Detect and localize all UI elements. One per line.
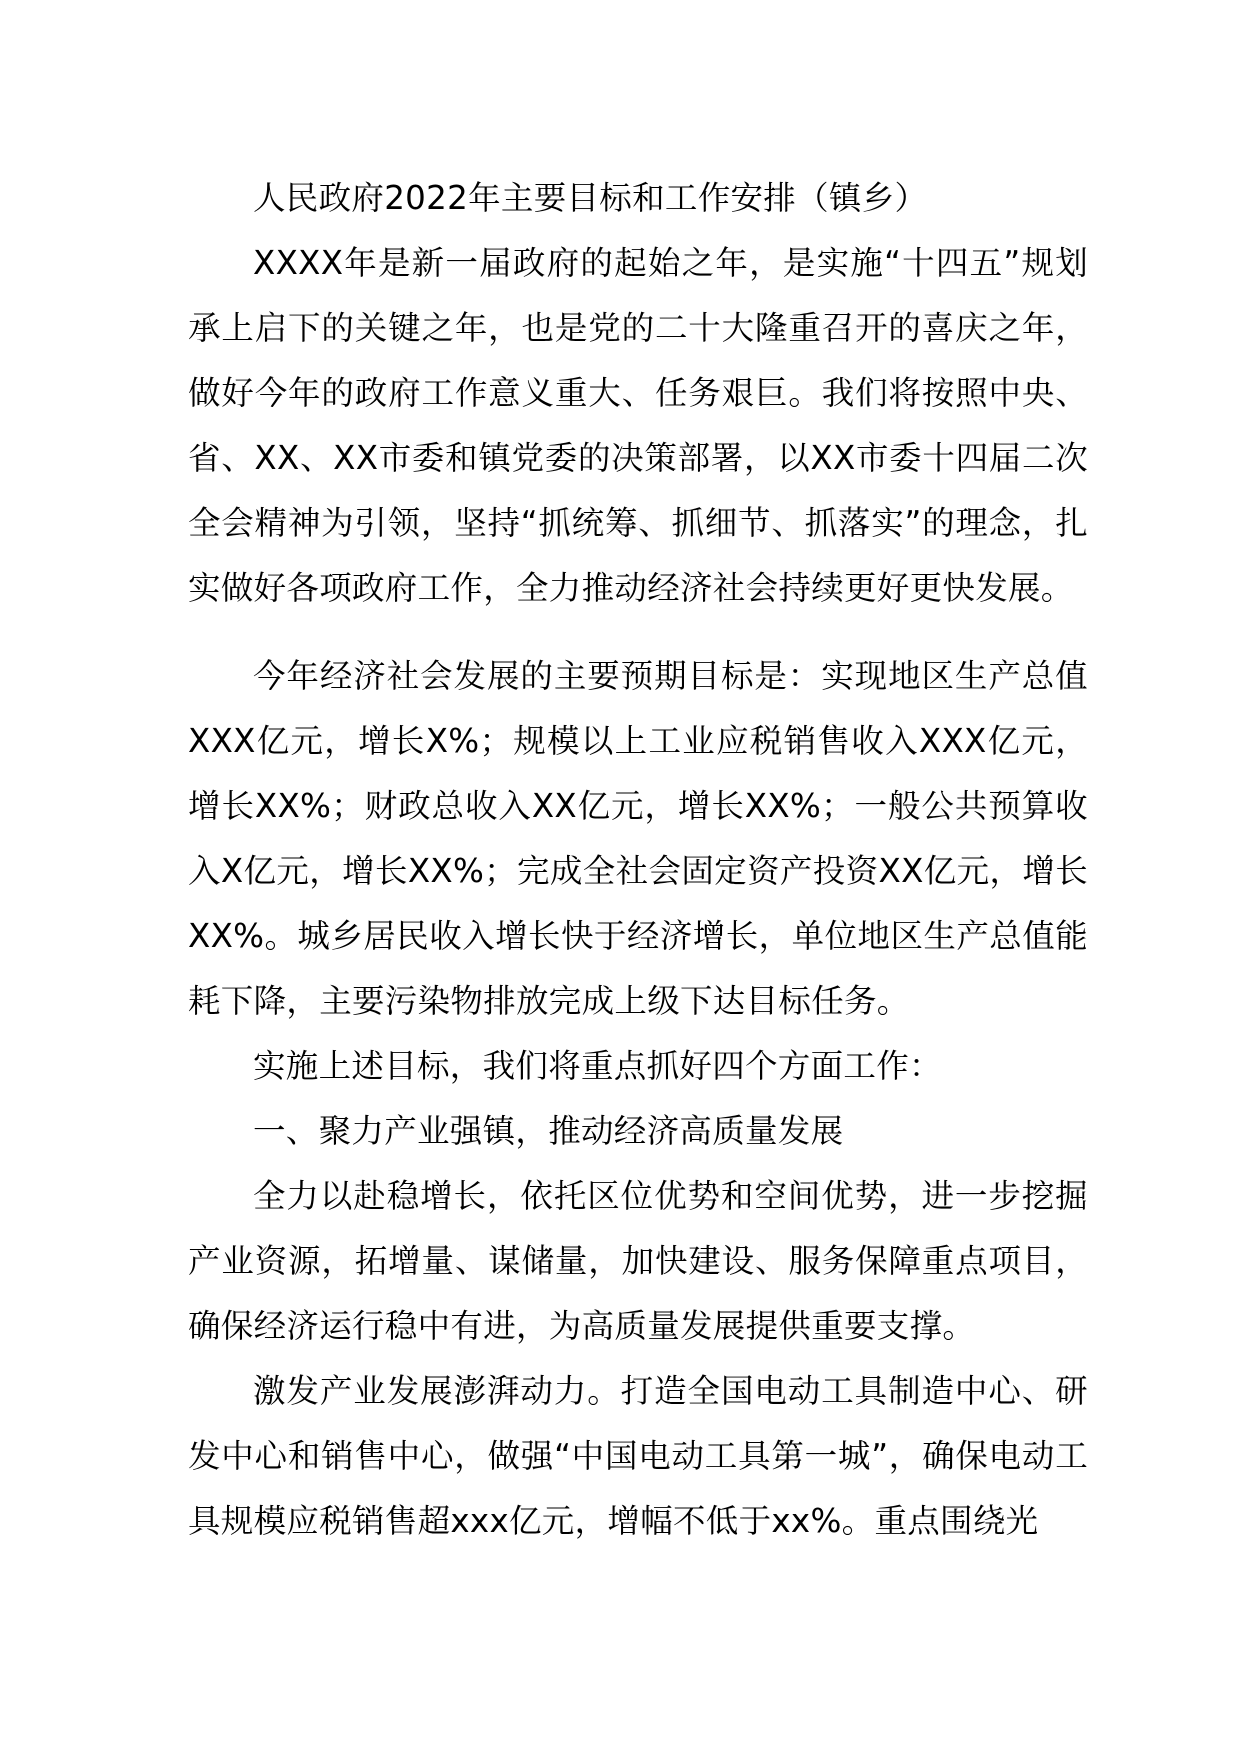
paragraph-intro: XXXX年是新一届政府的起始之年，是实施“十四五”规划承上启下的关键之年，也是党的二十大隆重召开的喜庆之年，做好今年的政府工作意义重大、任务艰巨。我们将按照中央、省、XX、XX市委和镇党委的决策部署，以XX市委十四届二次全会精神为引领，坚持“抓统筹、抓细节、抓落实”的理念，扎实做好各项政府工作，全力推动经济社会持续更好更快发展。 [188, 244, 1088, 607]
paragraph-stable-growth: 全力以赴稳增长，依托区位优势和空间优势，进一步挖掘产业资源，拓增量、谋储量，加快建设、服务保障重点项目，确保经济运行稳中有进，为高质量发展提供重要支撑。 [188, 1177, 1088, 1345]
document-heading: 人民政府2022年主要目标和工作安排（镇乡） [253, 179, 928, 217]
paragraph-industry-momentum: 激发产业发展澎湃动力。打造全国电动工具制造中心、研发中心和销售中心，做强“中国电动工具第一城”，确保电动工具规模应税销售超xxx亿元，增幅不低于xx%。重点围绕光 [188, 1372, 1088, 1540]
paragraph-targets: 今年经济社会发展的主要预期目标是：实现地区生产总值XXX亿元，增长X%；规模以上工业应税销售收入XXX亿元，增长XX%；财政总收入XX亿元，增长XX%；一般公共预算收入X亿元，增长XX%；完成全社会固定资产投资XX亿元，增长XX%。城乡居民收入增长快于经济增长，单位地区生产总值能耗下降，主要污染物排放完成上级下达目标任务。 [188, 657, 1088, 1020]
paragraph-work-lead: 实施上述目标，我们将重点抓好四个方面工作： [253, 1047, 942, 1085]
document-body [188, 166, 1088, 1554]
section-heading-one: 一、聚力产业强镇，推动经济高质量发展 [253, 1112, 844, 1150]
